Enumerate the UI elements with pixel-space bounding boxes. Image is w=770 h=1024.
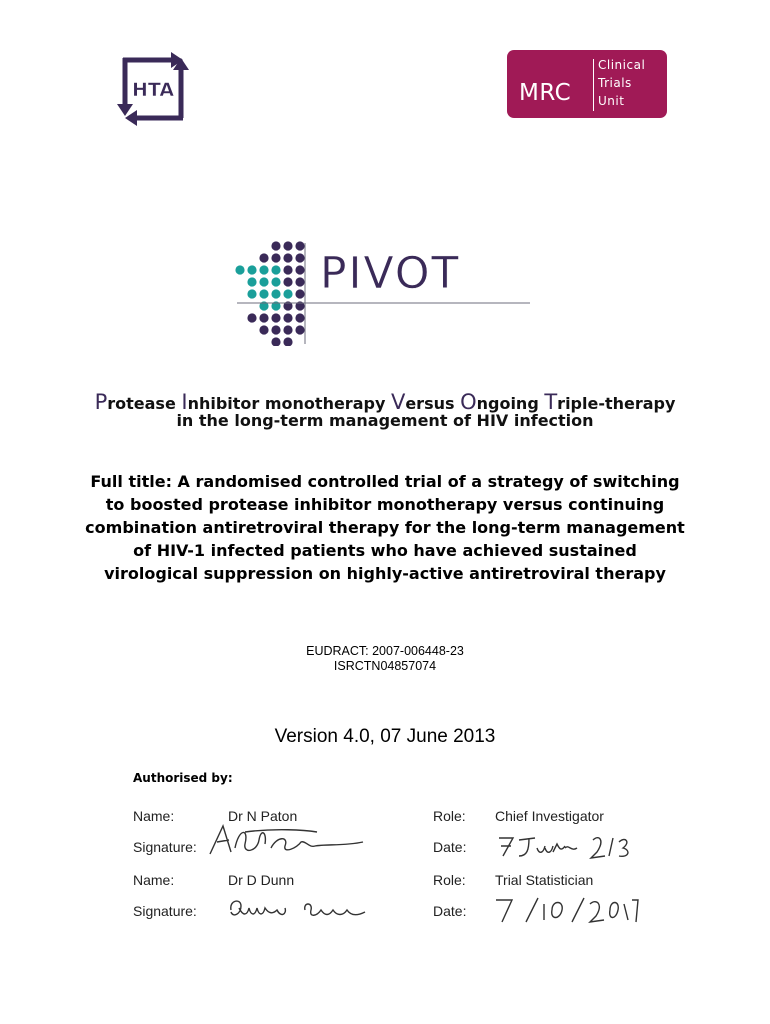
pivot-logo-dot <box>247 313 256 322</box>
isrctn-number: ISRCTN04857074 <box>333 659 437 673</box>
authorised-by-heading: Authorised by: <box>133 771 233 785</box>
pivot-logo-dot <box>271 325 280 334</box>
date-handwritten-2 <box>492 894 642 926</box>
version-line: Version 4.0, 07 June 2013 <box>274 726 496 747</box>
role-label: Role: <box>433 872 466 888</box>
pivot-logo-dot <box>295 289 304 298</box>
pivot-logo-text: PIVOT <box>320 248 461 299</box>
short-title-line2: in the long-term management of HIV infection <box>176 411 594 430</box>
date-label: Date: <box>433 839 467 855</box>
signature-label: Signature: <box>133 903 197 919</box>
pivot-logo-dot <box>259 289 268 298</box>
pivot-logo-dot <box>259 313 268 322</box>
hta-logo-text: HTA <box>131 79 175 101</box>
pivot-logo-dot <box>283 253 292 262</box>
signatory-role: Trial Statistician <box>495 872 594 888</box>
pivot-logo-dot <box>271 313 280 322</box>
pivot-logo-dot <box>295 277 304 286</box>
name-label: Name: <box>133 808 175 824</box>
signatory-name: Dr N Paton <box>228 808 298 824</box>
title-initial-v: V <box>390 390 406 414</box>
pivot-logo-dot <box>271 241 280 250</box>
title-word-rest: ersus <box>405 394 461 413</box>
title-word-rest: riple-therapy <box>557 394 676 413</box>
pivot-logo-dot <box>283 289 292 298</box>
pivot-logo-dot <box>259 325 268 334</box>
mrc-ctu-logo <box>507 50 667 118</box>
pivot-logo-dot <box>271 277 280 286</box>
pivot-logo-dot <box>283 325 292 334</box>
date-label: Date: <box>433 903 467 919</box>
mrc-logo-line2: Trials <box>598 76 632 90</box>
signature-dunn <box>225 896 375 924</box>
pivot-logo-dot <box>259 265 268 274</box>
pivot-logo <box>232 238 532 346</box>
mrc-logo-divider <box>593 59 594 111</box>
pivot-dot-grid <box>235 241 304 346</box>
name-label: Name: <box>133 872 175 888</box>
pivot-logo-dot <box>283 313 292 322</box>
title-initial-o: O <box>460 390 477 414</box>
full-title: Full title: A randomised controlled trial of a strategy of switching to boosted protease inhibitor monotherapy versus continuing combination antiretroviral therapy for the long-term management of HIV-1 infected patients who have achieved sustained virological suppression on highly-active antiretroviral therapy <box>85 472 685 583</box>
signatory-role: Chief Investigator <box>495 808 604 824</box>
pivot-logo-dot <box>247 277 256 286</box>
title-word-rest: ngoing <box>476 394 545 413</box>
pivot-logo-dot <box>247 289 256 298</box>
date-handwritten-1 <box>495 830 635 862</box>
pivot-logo-dot <box>283 265 292 274</box>
title-initial-i: I <box>181 390 188 414</box>
pivot-logo-dot <box>295 313 304 322</box>
pivot-logo-dot <box>259 277 268 286</box>
pivot-logo-dot <box>283 337 292 346</box>
pivot-logo-dot <box>271 289 280 298</box>
pivot-logo-dot <box>271 337 280 346</box>
pivot-logo-dot <box>271 253 280 262</box>
signature-paton <box>205 818 370 860</box>
pivot-logo-dot <box>295 325 304 334</box>
signature-label: Signature: <box>133 839 197 855</box>
pivot-logo-dot <box>295 241 304 250</box>
role-label: Role: <box>433 808 466 824</box>
mrc-logo-text: MRC <box>519 80 572 106</box>
pivot-logo-dot <box>247 265 256 274</box>
title-word-rest: nhibitor monotherapy <box>187 394 391 413</box>
pivot-logo-dot <box>295 253 304 262</box>
title-initial-p: P <box>94 390 108 414</box>
hta-logo <box>113 52 195 128</box>
signatory-name: Dr D Dunn <box>228 872 295 888</box>
pivot-logo-dot <box>283 277 292 286</box>
mrc-logo-line3: Unit <box>598 94 625 108</box>
title-initial-t: T <box>544 390 558 414</box>
pivot-logo-dot <box>235 265 244 274</box>
pivot-logo-dot <box>271 265 280 274</box>
pivot-logo-dot <box>295 265 304 274</box>
trial-identifiers <box>0 644 770 674</box>
eudract-number: EUDRACT: 2007-006448-23 <box>306 644 464 658</box>
mrc-logo-line1: Clinical <box>598 58 646 72</box>
title-word-rest: rotease <box>107 394 182 413</box>
pivot-logo-dot <box>259 253 268 262</box>
pivot-logo-dot <box>283 241 292 250</box>
